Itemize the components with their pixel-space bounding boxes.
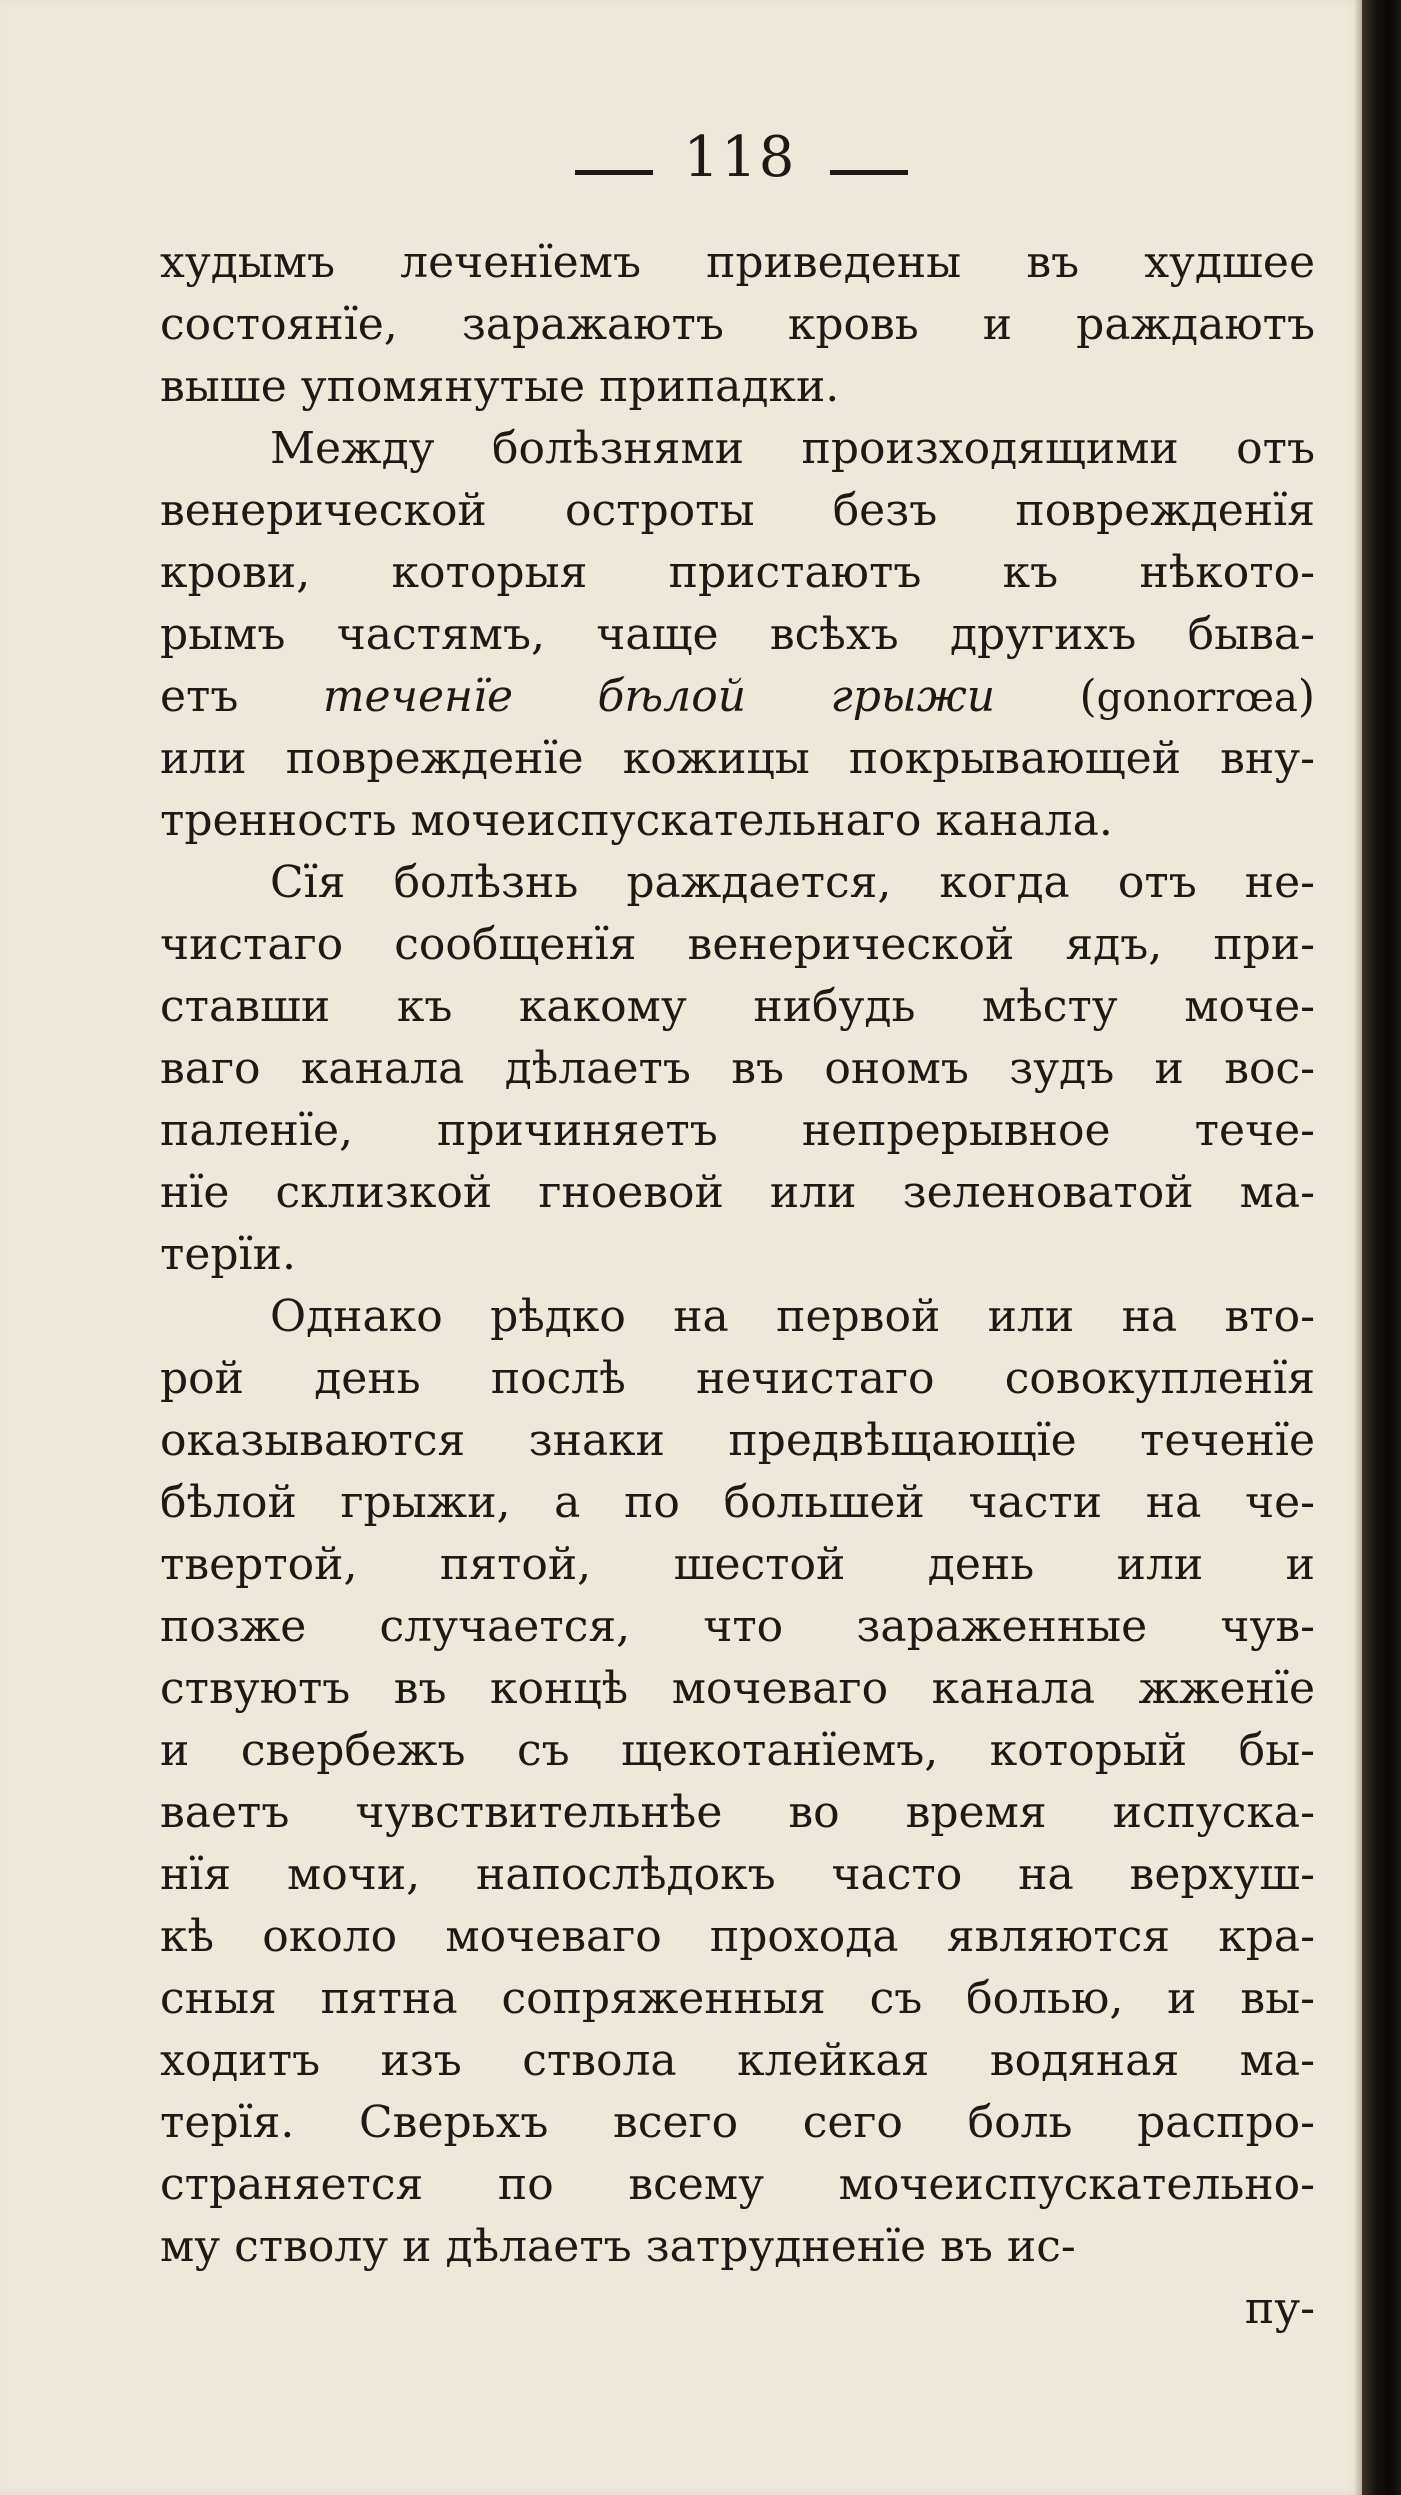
text-segment: паленїе, причиняетъ непрерывное тече- [160, 1105, 1315, 1156]
text-segment: ваетъ чувствительнѣе во время испуска- [160, 1787, 1315, 1838]
text-line [160, 604, 1315, 666]
text-segment: сныя пятна сопряженныя съ болью, и вы- [160, 1973, 1315, 2024]
text-line [160, 2092, 1315, 2154]
book-spine [1362, 0, 1401, 2495]
text-segment: страняется по всему мочеиспускательно- [160, 2159, 1315, 2210]
text-line [160, 2030, 1315, 2092]
text-line [160, 1100, 1315, 1162]
text-line [160, 976, 1315, 1038]
text-line [160, 542, 1315, 604]
text-line [160, 852, 1315, 914]
text-line [160, 1224, 1315, 1286]
text-line [160, 356, 1315, 418]
text-segment: етъ [160, 671, 323, 722]
text-line [160, 790, 1315, 852]
text-segment: терїи. [160, 1229, 296, 1280]
text-segment: венерической остроты безъ поврежденїя [160, 485, 1315, 536]
text-segment-italic: теченїе бѣлой грыжи [322, 671, 996, 722]
text-segment: худымъ леченїемъ приведены въ худшее [160, 237, 1315, 288]
text-segment: твертой, пятой, шестой день или и [160, 1539, 1315, 1590]
text-segment: и свербежъ съ щекотанїемъ, который бы- [160, 1725, 1315, 1776]
text-line [160, 232, 1315, 294]
text-line [160, 1658, 1315, 1720]
text-segment: Однако рѣдко на первой или на вто- [270, 1291, 1315, 1342]
text-line [160, 1162, 1315, 1224]
text-segment: нїе склизкой гноевой или зеленоватой ма- [160, 1167, 1315, 1218]
text-segment: Сїя болѣзнь раждается, когда отъ не- [270, 857, 1315, 908]
page-number: 118 [683, 125, 797, 190]
text-line [160, 1906, 1315, 1968]
text-line [160, 1472, 1315, 1534]
text-segment: бѣлой грыжи, а по большей части на че- [160, 1477, 1315, 1528]
text-segment: терїя. Сверьхъ всего сего боль распро- [160, 2097, 1315, 2148]
text-line [160, 2216, 1315, 2278]
text-line [160, 1410, 1315, 1472]
text-line [160, 1286, 1315, 1348]
text-segment: рой день послѣ нечистаго совокупленїя [160, 1353, 1315, 1404]
text-segment: ствуютъ въ концѣ мочеваго канала жженїе [160, 1663, 1315, 1714]
page-gutter-shadow [1354, 0, 1362, 2495]
text-line [160, 480, 1315, 542]
text-line [160, 294, 1315, 356]
text-line [160, 914, 1315, 976]
text-segment: Между болѣзнями произходящими отъ [270, 423, 1315, 474]
text-line [160, 666, 1315, 728]
body-text [160, 232, 1315, 2340]
text-segment: оказываются знаки предвѣщающїе теченїе [160, 1415, 1315, 1466]
text-line [160, 2154, 1315, 2216]
text-segment: или поврежденїе кожицы покрывающей вну- [160, 733, 1315, 784]
text-segment: ) [1297, 671, 1315, 722]
header-rule-left [575, 170, 653, 175]
text-line [160, 1968, 1315, 2030]
text-segment: крови, которыя пристаютъ къ нѣкото- [160, 547, 1315, 598]
text-segment-latin: gonorrœa [1096, 675, 1298, 721]
text-line [160, 1720, 1315, 1782]
text-line [160, 418, 1315, 480]
paragraph-p4 [160, 1286, 1315, 2278]
catchword: пу- [1244, 2283, 1315, 2334]
text-segment: му стволу и дѣлаетъ затрудненїе въ ис- [160, 2221, 1076, 2272]
text-segment: ходитъ изъ ствола клейкая водяная ма- [160, 2035, 1315, 2086]
text-segment: выше упомянутые припадки. [160, 361, 840, 412]
running-head [0, 125, 1362, 190]
text-segment: тренность мочеиспускательнаго канала. [160, 795, 1113, 846]
text-line [160, 1534, 1315, 1596]
paragraph-p3 [160, 852, 1315, 1286]
text-line [160, 1844, 1315, 1906]
text-line [160, 1038, 1315, 1100]
text-segment: позже случается, что зараженные чув- [160, 1601, 1315, 1652]
text-segment: кѣ около мочеваго прохода являются кра- [160, 1911, 1315, 1962]
text-segment: ваго канала дѣлаетъ въ ономъ зудъ и вос- [160, 1043, 1315, 1094]
text-line [160, 1782, 1315, 1844]
paragraph-p2 [160, 418, 1315, 852]
header-rule-right [830, 170, 908, 175]
text-segment: рымъ частямъ, чаще всѣхъ другихъ быва- [160, 609, 1315, 660]
text-segment: нїя мочи, напослѣдокъ часто на верхуш- [160, 1849, 1315, 1900]
text-segment: ( [995, 671, 1097, 722]
text-segment: чистаго сообщенїя венерической ядъ, при- [160, 919, 1315, 970]
text-segment: ставши къ какому нибудь мѣсту моче- [160, 981, 1315, 1032]
text-line [160, 1348, 1315, 1410]
text-line [160, 1596, 1315, 1658]
paragraph-p1 [160, 232, 1315, 418]
text-segment: состоянїе, заражаютъ кровь и раждаютъ [160, 299, 1315, 350]
text-line [160, 728, 1315, 790]
